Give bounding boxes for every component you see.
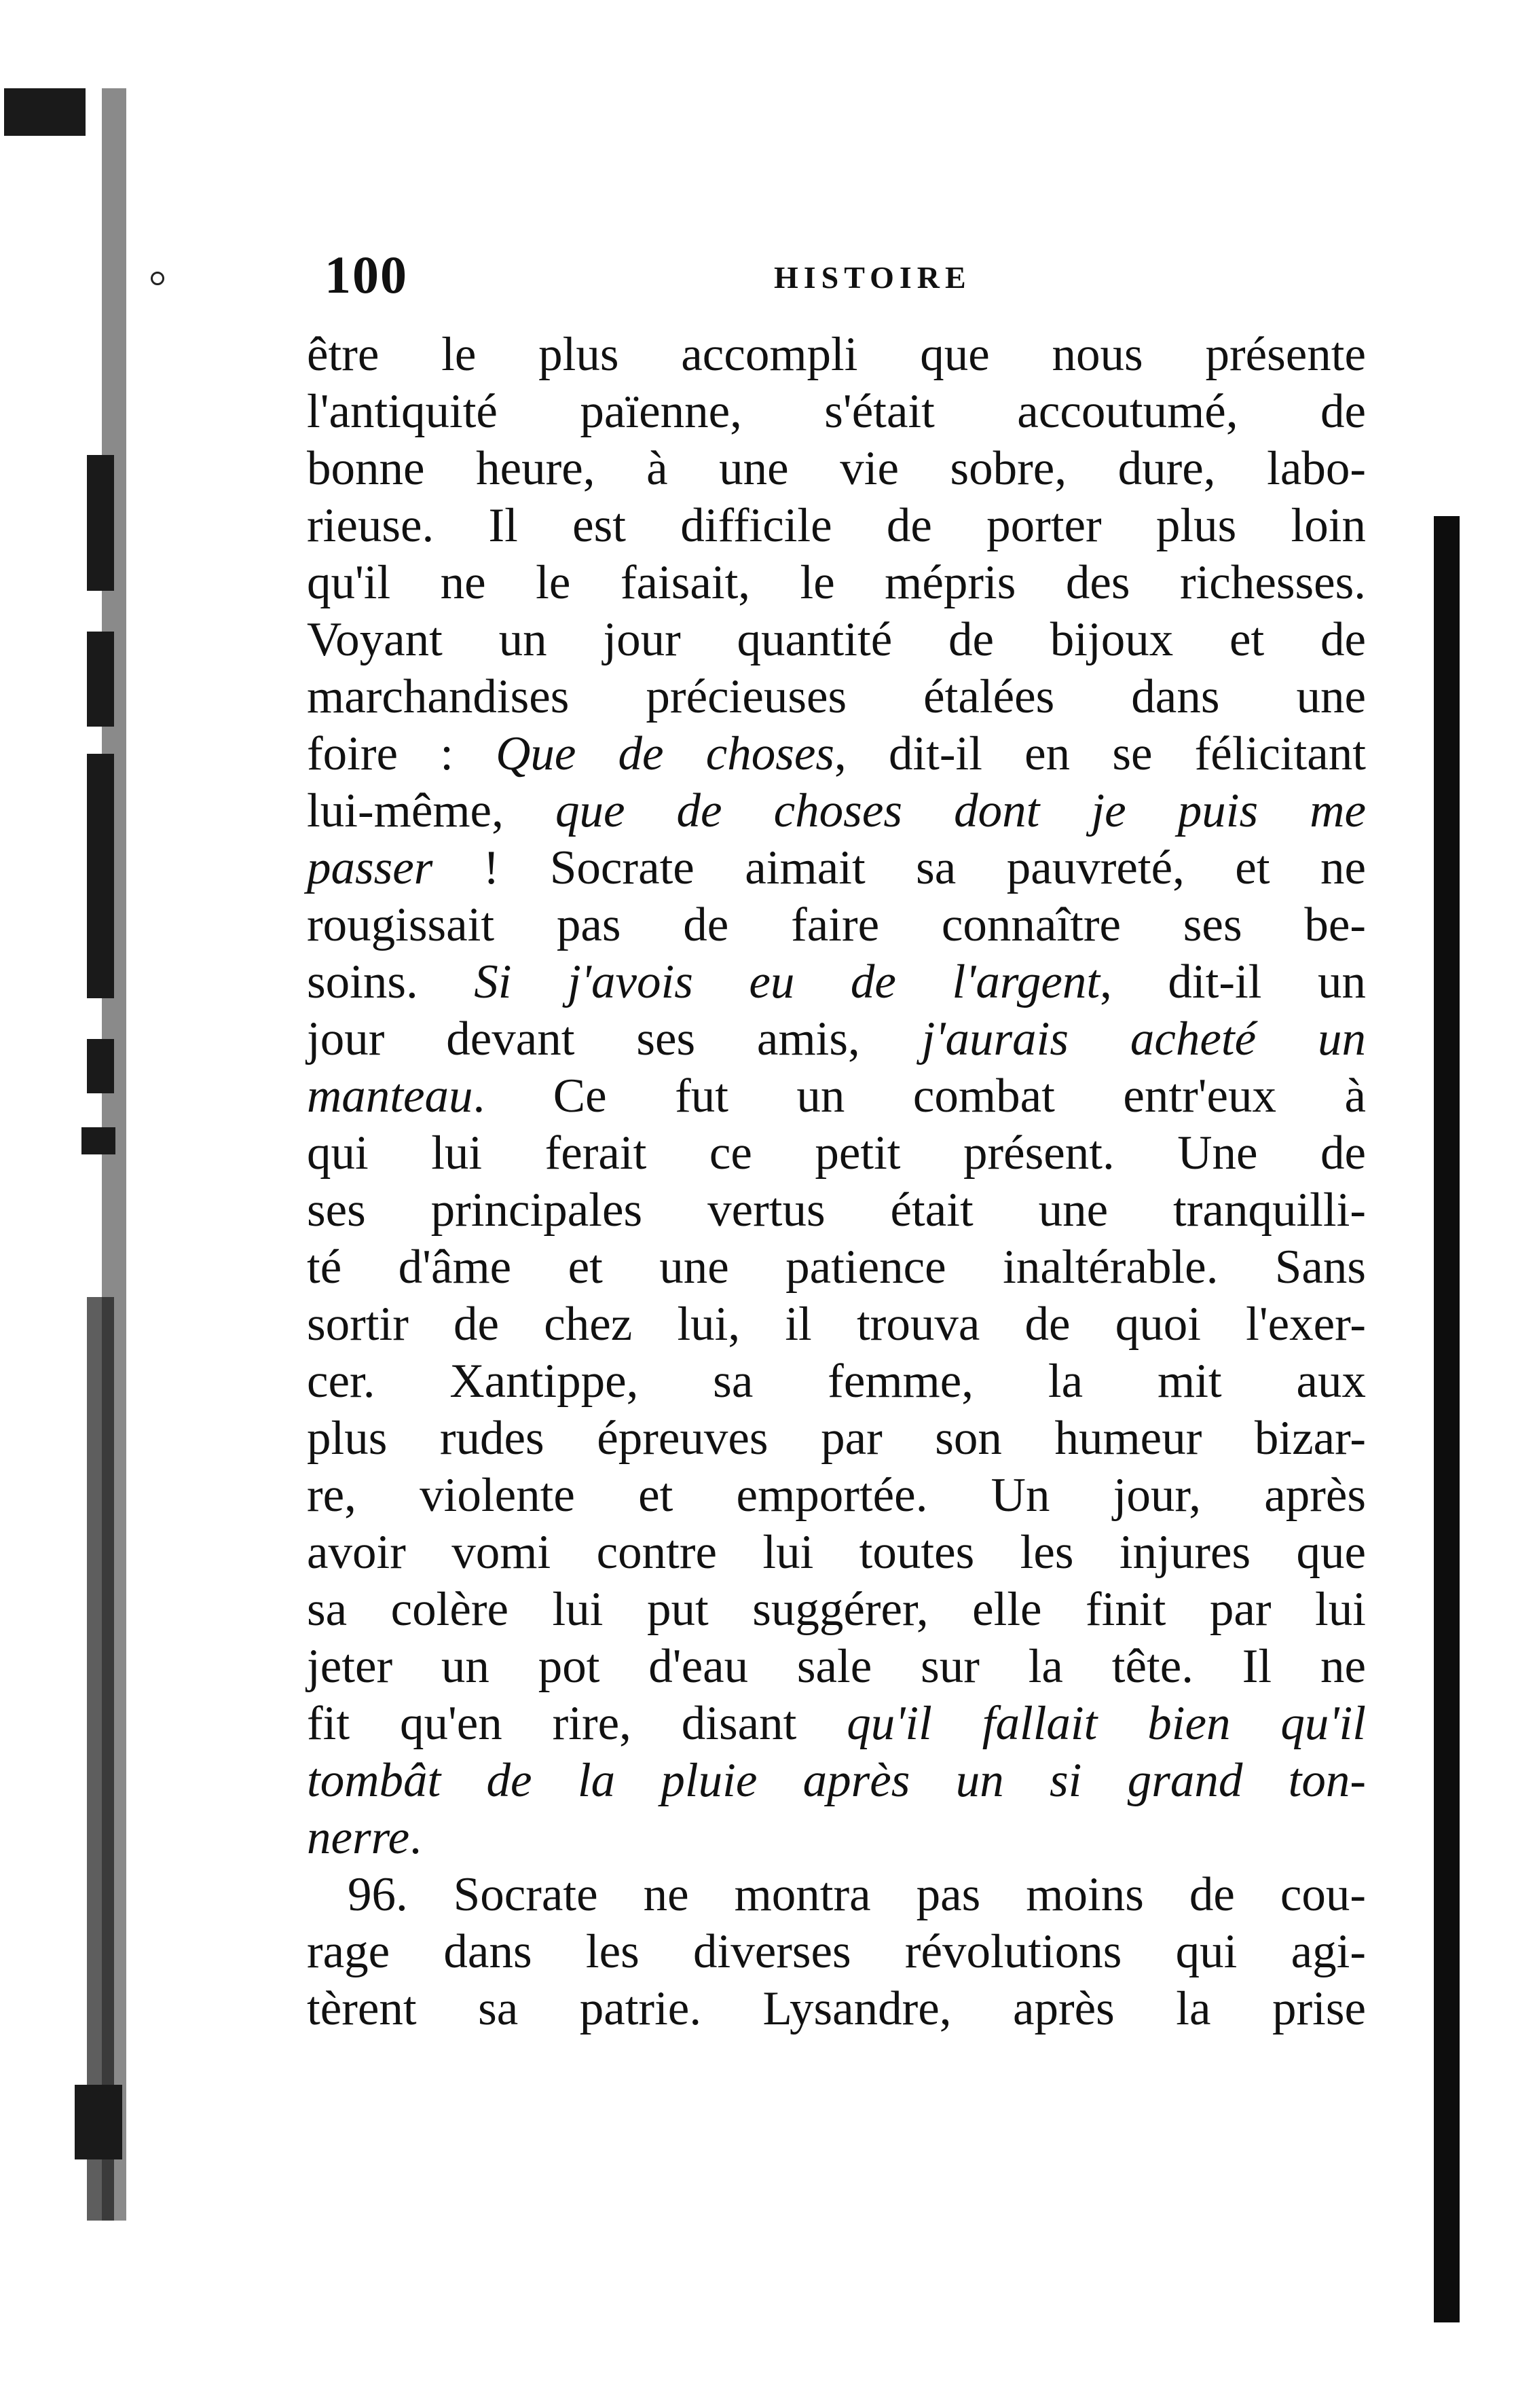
text-line: bonne heure, à une vie sobre, dure, labo- [307, 442, 1366, 495]
text-line: lui-même, que de choses dont je puis me [307, 784, 1366, 837]
text-line: qui lui ferait ce petit présent. Une de [307, 1127, 1366, 1180]
margin-speck [151, 272, 164, 285]
text-line: qu'il ne le faisait, le mépris des richesses. [307, 556, 1366, 609]
text-line: cer. Xantippe, sa femme, la mit aux [307, 1355, 1366, 1408]
text-line: jour devant ses amis, j'aurais acheté un [307, 1013, 1366, 1065]
text-line: sortir de chez lui, il trouva de quoi l'exer- [307, 1298, 1366, 1351]
text-line: nerre. [307, 1811, 422, 1864]
text-line: manteau. Ce fut un combat entr'eux à [307, 1070, 1366, 1123]
text-line: rieuse. Il est difficile de porter plus loin [307, 499, 1366, 552]
text-line: jeter un pot d'eau sale sur la tête. Il ne [307, 1640, 1366, 1693]
text-line: sa colère lui put suggérer, elle finit par lui [307, 1583, 1366, 1636]
page-header [319, 239, 1351, 307]
page-edge-shadow [1434, 516, 1460, 2322]
text-line: ses principales vertus était une tranquilli- [307, 1184, 1366, 1237]
text-line: passer ! Socrate aimait sa pauvreté, et ne [307, 841, 1366, 894]
text-line: avoir vomi contre lui toutes les injures que [307, 1526, 1366, 1579]
text-line: Voyant un jour quantité de bijoux et de [307, 613, 1366, 666]
text-line: té d'âme et une patience inaltérable. Sans [307, 1241, 1366, 1294]
text-line: être le plus accompli que nous présente [307, 328, 1366, 381]
text-line: re, violente et emportée. Un jour, après [307, 1469, 1366, 1522]
binding-edge-artifact [0, 75, 143, 2248]
text-line: l'antiquité païenne, s'était accoutumé, de [307, 385, 1366, 438]
text-line: rougissait pas de faire connaître ses be- [307, 898, 1366, 951]
running-head: HISTOIRE [774, 260, 971, 295]
page-number: 100 [325, 245, 408, 304]
body-text [307, 326, 1366, 2037]
text-line: foire : Que de choses, dit-il en se félicitant [307, 727, 1366, 780]
text-line: soins. Si j'avois eu de l'argent, dit-il un [307, 955, 1366, 1008]
text-line: rage dans les diverses révolutions qui agi- [307, 1925, 1366, 1978]
paragraph-start-line: 96. Socrate ne montra pas moins de cou- [348, 1868, 1366, 1921]
text-line: plus rudes épreuves par son humeur bizar- [307, 1412, 1366, 1465]
text-line: tèrent sa patrie. Lysandre, après la prise [307, 1982, 1366, 2035]
text-line: tombât de la pluie après un si grand ton- [307, 1754, 1366, 1807]
text-line: marchandises précieuses étalées dans une [307, 670, 1366, 723]
text-line: fit qu'en rire, disant qu'il fallait bien qu'il [307, 1697, 1366, 1750]
